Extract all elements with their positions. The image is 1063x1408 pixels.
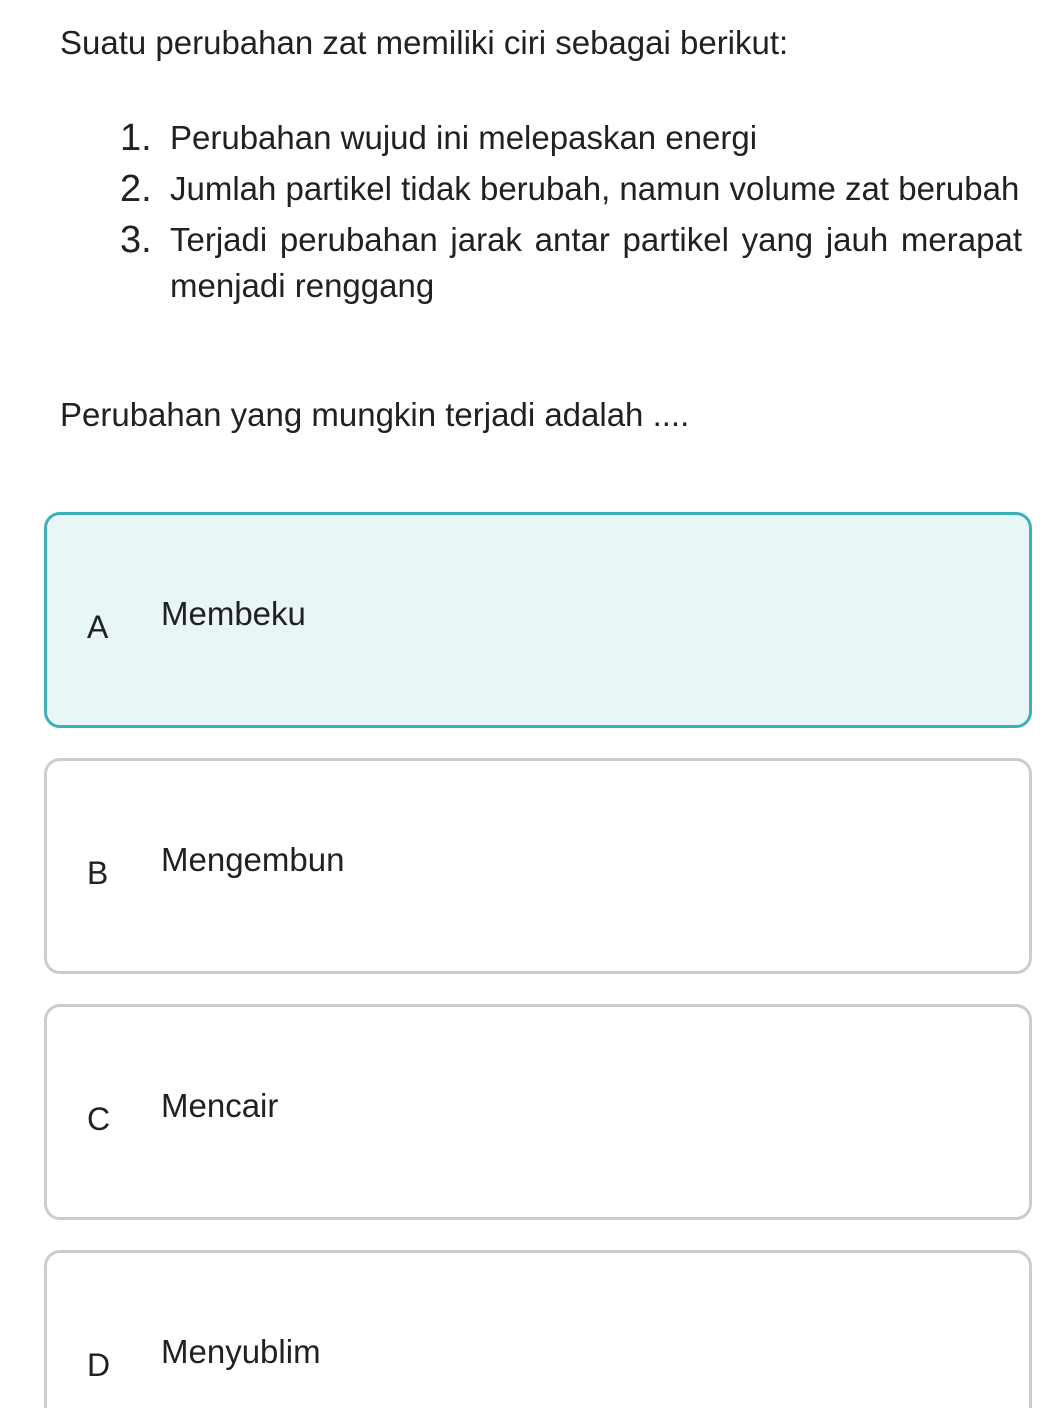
option-label: Membeku (161, 595, 306, 632)
answer-option-b[interactable] (44, 758, 1032, 974)
question-intro: Suatu perubahan zat memiliki ciri sebagai berikut: (60, 24, 789, 61)
criteria-item (120, 166, 1022, 212)
option-label: Mengembun (161, 841, 345, 878)
question-prompt: Perubahan yang mungkin terjadi adalah .... (60, 396, 690, 433)
option-letter: A (87, 609, 109, 645)
option-label: Menyublim (161, 1333, 321, 1370)
option-label: Mencair (161, 1087, 279, 1124)
answer-option-c[interactable] (44, 1004, 1032, 1220)
criteria-list (120, 115, 1022, 314)
criteria-number: 3. (120, 219, 152, 261)
option-letter: C (87, 1101, 111, 1137)
option-letter: B (87, 855, 109, 891)
criteria-item (120, 217, 1022, 309)
criteria-text: Terjadi perubahan jarak antar partikel yang jauh merapat menjadi renggang (170, 221, 1022, 304)
criteria-number: 2. (120, 168, 152, 210)
option-letter: D (87, 1347, 111, 1383)
criteria-text: Perubahan wujud ini melepaskan energi (170, 119, 758, 156)
criteria-number: 1. (120, 117, 152, 159)
answer-option-d[interactable] (44, 1250, 1032, 1408)
criteria-item (120, 115, 1022, 161)
answer-option-a[interactable] (44, 512, 1032, 728)
criteria-text: Jumlah partikel tidak berubah, namun volume zat berubah (170, 170, 1020, 207)
